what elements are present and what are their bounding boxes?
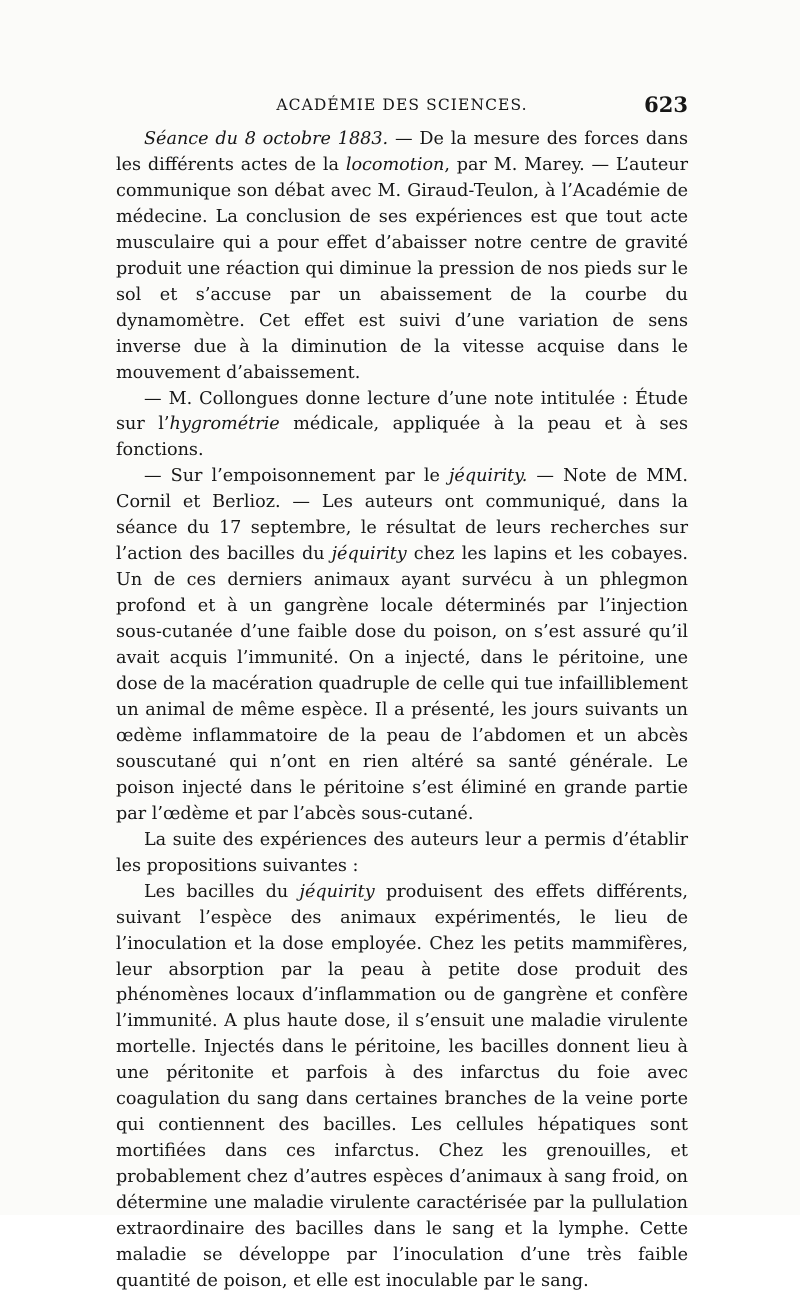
- paragraph-text: — De la mesure des forces dans les différents actes de la: [116, 129, 688, 175]
- running-title: ACADÉMIE DES SCIENCES.: [276, 96, 528, 114]
- page-header: [116, 92, 688, 122]
- body-text: [116, 127, 688, 1295]
- paragraph-text: La suite des expériences des auteurs leur a permis d’établir les propositions suivantes :: [116, 829, 688, 876]
- paragraph-text: produisent des effets différents, suivant l’espèce des animaux expérimentés, le lieu de l’inoculation et la dose employée. Chez les petits mammifères, leur absorption par la peau à petite dose produit des phénomènes locaux d’inflammation ou de gangrène et confère l’immunité. A plus haute dose, il s’ensuit une maladie virulente mortelle. Injectés dans le péritoine, les bacilles donnent lieu à une péritonite et parfois à des infarctus du foie avec coagulation du sang dans certaines branches de la veine porte qui contiennent des bacilles. Les cellules hépatiques sont mortifiées dans ces infarctus. Chez les grenouilles, et probablement chez d’autres espèces d’animaux à sang froid, on détermine une maladie virulente caractérisée par la pullulation extraordinaire des bacilles dans le sang et la lymphe. Cette maladie se développe par l’inoculation d’une très faible quantité de poison, et elle est inoculable par le sang.: [116, 881, 688, 1291]
- italic-term: jéquirity: [299, 881, 375, 902]
- paragraph-cornil-berlioz: [116, 464, 688, 827]
- paragraph-text: — M. Collongues donne lecture d’une note intitulée : Étude sur l’: [116, 388, 688, 435]
- paragraph-bacilles: [116, 880, 688, 1295]
- session-date: Séance du 8 octobre 1883.: [144, 129, 389, 149]
- paragraph-text: — Note de MM. Cornil et Berlioz. — Les auteurs ont communiqué, dans la séance du 17 septembre, le résultat de leurs recherches sur l’action des bacilles du: [116, 466, 688, 565]
- paragraph-marey: [116, 127, 688, 387]
- italic-term: hygrométrie: [169, 414, 280, 435]
- paragraph-text: chez les lapins et les cobayes. Un de ces derniers animaux ayant survécu à un phlegmon profond et à un gangrène locale déterminés par l’injection sous-cutanée d’une faible dose du poison, on s’est assuré qu’il avait acquis l’immunité. On a injecté, dans le péritoine, une dose de la macération quadruple de celle qui tue infailliblement un animal de même espèce. Il a présenté, les jours suivants un œdème inflammatoire de la peau de l’abdomen et un abcès souscutané qui n’ont en rien altéré sa santé générale. Le poison injecté dans le péritoine s’est éliminé en grande partie par l’œdème et par l’abcès sous-cutané.: [116, 544, 688, 824]
- paragraph-text: — Sur l’empoisonnement par le: [144, 466, 449, 487]
- paragraph-text: , par M. Marey. — L’auteur communique son débat avec M. Giraud-Teulon, à l’Académie de médecine. La conclusion de ses expériences est que tout acte musculaire qui a pour effet d’abaisser notre centre de gravité produit une réaction qui diminue la pression de nos pieds sur le sol et s’accuse par un abaissement de la courbe du dynamomètre. Cet effet est suivi d’une variation de sens inverse due à la diminution de la vitesse acquise dans le mouvement d’abaissement.: [116, 154, 688, 383]
- italic-term: jéquirity: [331, 544, 407, 565]
- italic-term: jéquirity.: [448, 466, 528, 487]
- italic-term: locomotion: [345, 154, 445, 175]
- paragraph-text: médicale, appliquée à la peau et à ses fonctions.: [116, 414, 688, 461]
- paragraph-text: Les bacilles du: [144, 881, 300, 902]
- paragraph-collongues: [116, 387, 688, 465]
- page-number: 623: [644, 92, 688, 117]
- paragraph-propositions-intro: [116, 828, 688, 880]
